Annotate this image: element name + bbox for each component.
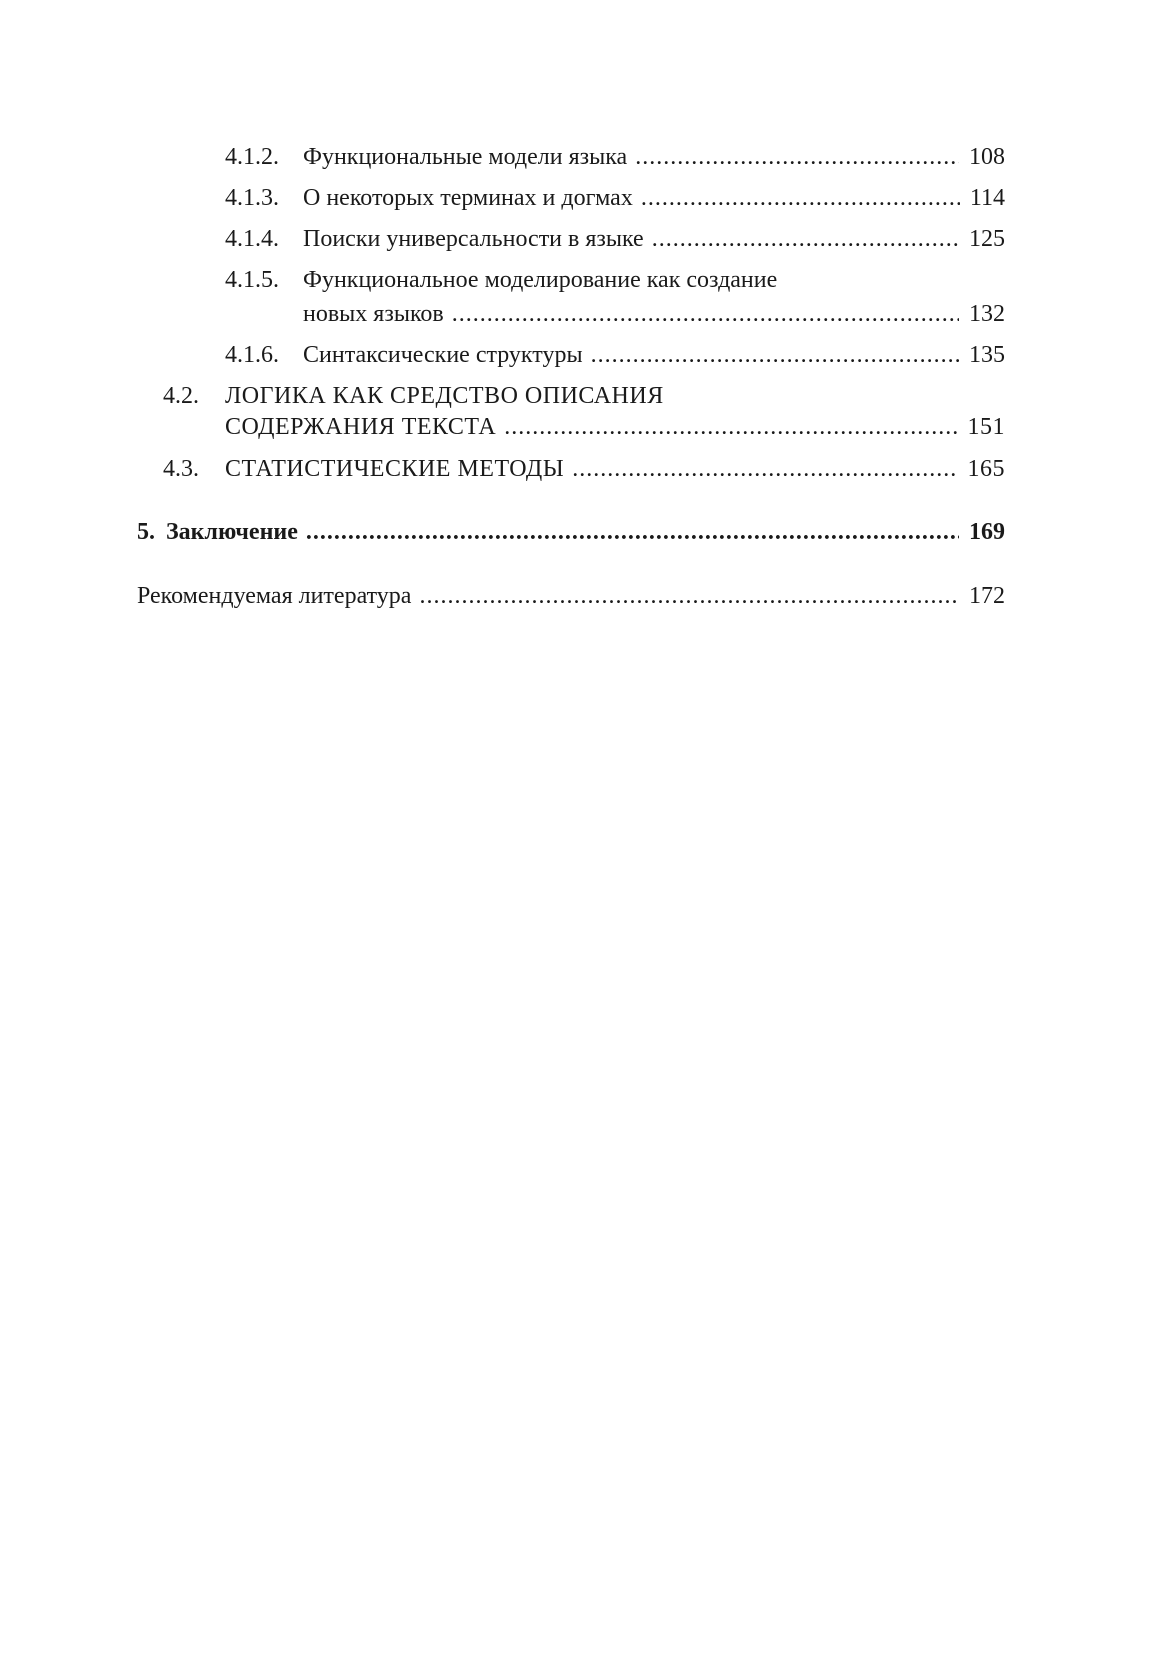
- toc-leader-dots: [504, 413, 957, 441]
- toc-entry-number: 4.1.3.: [225, 185, 279, 211]
- toc-entry-number: 4.1.2.: [225, 144, 279, 170]
- toc-entry[interactable]: [303, 341, 1005, 369]
- toc-entry-number: 4.1.6.: [225, 342, 279, 368]
- toc-leader-dots: [641, 184, 960, 212]
- toc-leader-dots: [572, 455, 957, 483]
- toc-entry-page: 151: [967, 414, 1005, 440]
- toc-section-title: СТАТИСТИЧЕСКИЕ МЕТОДЫ: [225, 456, 565, 482]
- toc-entry-page: 165: [967, 456, 1005, 482]
- toc-leader-dots: [635, 143, 959, 171]
- toc-entry-page: 114: [969, 185, 1005, 211]
- toc-chapter-entry[interactable]: [166, 518, 1005, 546]
- toc-section-number: 4.2.: [163, 383, 199, 409]
- toc-entry[interactable]: [303, 300, 1005, 328]
- toc-entry-page: 169: [969, 519, 1005, 545]
- toc-bibliography-entry[interactable]: [137, 582, 1005, 610]
- toc-entry-title: О некоторых терминах и догмах: [303, 185, 633, 211]
- toc-entry-page: 132: [969, 301, 1005, 327]
- toc-chapter-number: 5.: [137, 519, 155, 545]
- toc-section-entry[interactable]: [225, 455, 1005, 483]
- toc-leader-dots: [419, 582, 959, 610]
- toc-entry-title: Синтаксические структуры: [303, 342, 583, 368]
- toc-leader-dots: [306, 518, 959, 546]
- toc-entry-number: 4.1.4.: [225, 226, 279, 252]
- toc-leader-dots: [652, 225, 959, 253]
- toc-section-title-line2: СОДЕРЖАНИЯ ТЕКСТА: [225, 414, 497, 440]
- toc-leader-dots: [591, 341, 959, 369]
- toc-entry-title: Функциональные модели языка: [303, 144, 628, 170]
- toc-entry-number: 4.1.5.: [225, 267, 279, 293]
- toc-bibliography-title: Рекомендуемая литература: [137, 583, 412, 609]
- toc-leader-dots: [452, 300, 959, 328]
- toc-section-entry[interactable]: [225, 413, 1005, 441]
- toc-section-number: 4.3.: [163, 456, 199, 482]
- toc-entry-title-line1: Функциональное моделирование как создание: [303, 267, 778, 293]
- toc-entry-page: 125: [969, 226, 1005, 252]
- toc-entry-page: 108: [969, 144, 1005, 170]
- toc-entry-title: Поиски универсальности в языке: [303, 226, 644, 252]
- toc-entry[interactable]: [303, 184, 1005, 212]
- toc-section-title-line1: ЛОГИКА КАК СРЕДСТВО ОПИСАНИЯ: [225, 383, 664, 409]
- toc-entry[interactable]: [303, 225, 1005, 253]
- toc-entry-title-line2: новых языков: [303, 301, 444, 327]
- toc-entry-page: 172: [969, 583, 1005, 609]
- toc-chapter-title: Заключение: [166, 519, 298, 545]
- toc-entry[interactable]: [303, 143, 1005, 171]
- toc-entry-page: 135: [969, 342, 1005, 368]
